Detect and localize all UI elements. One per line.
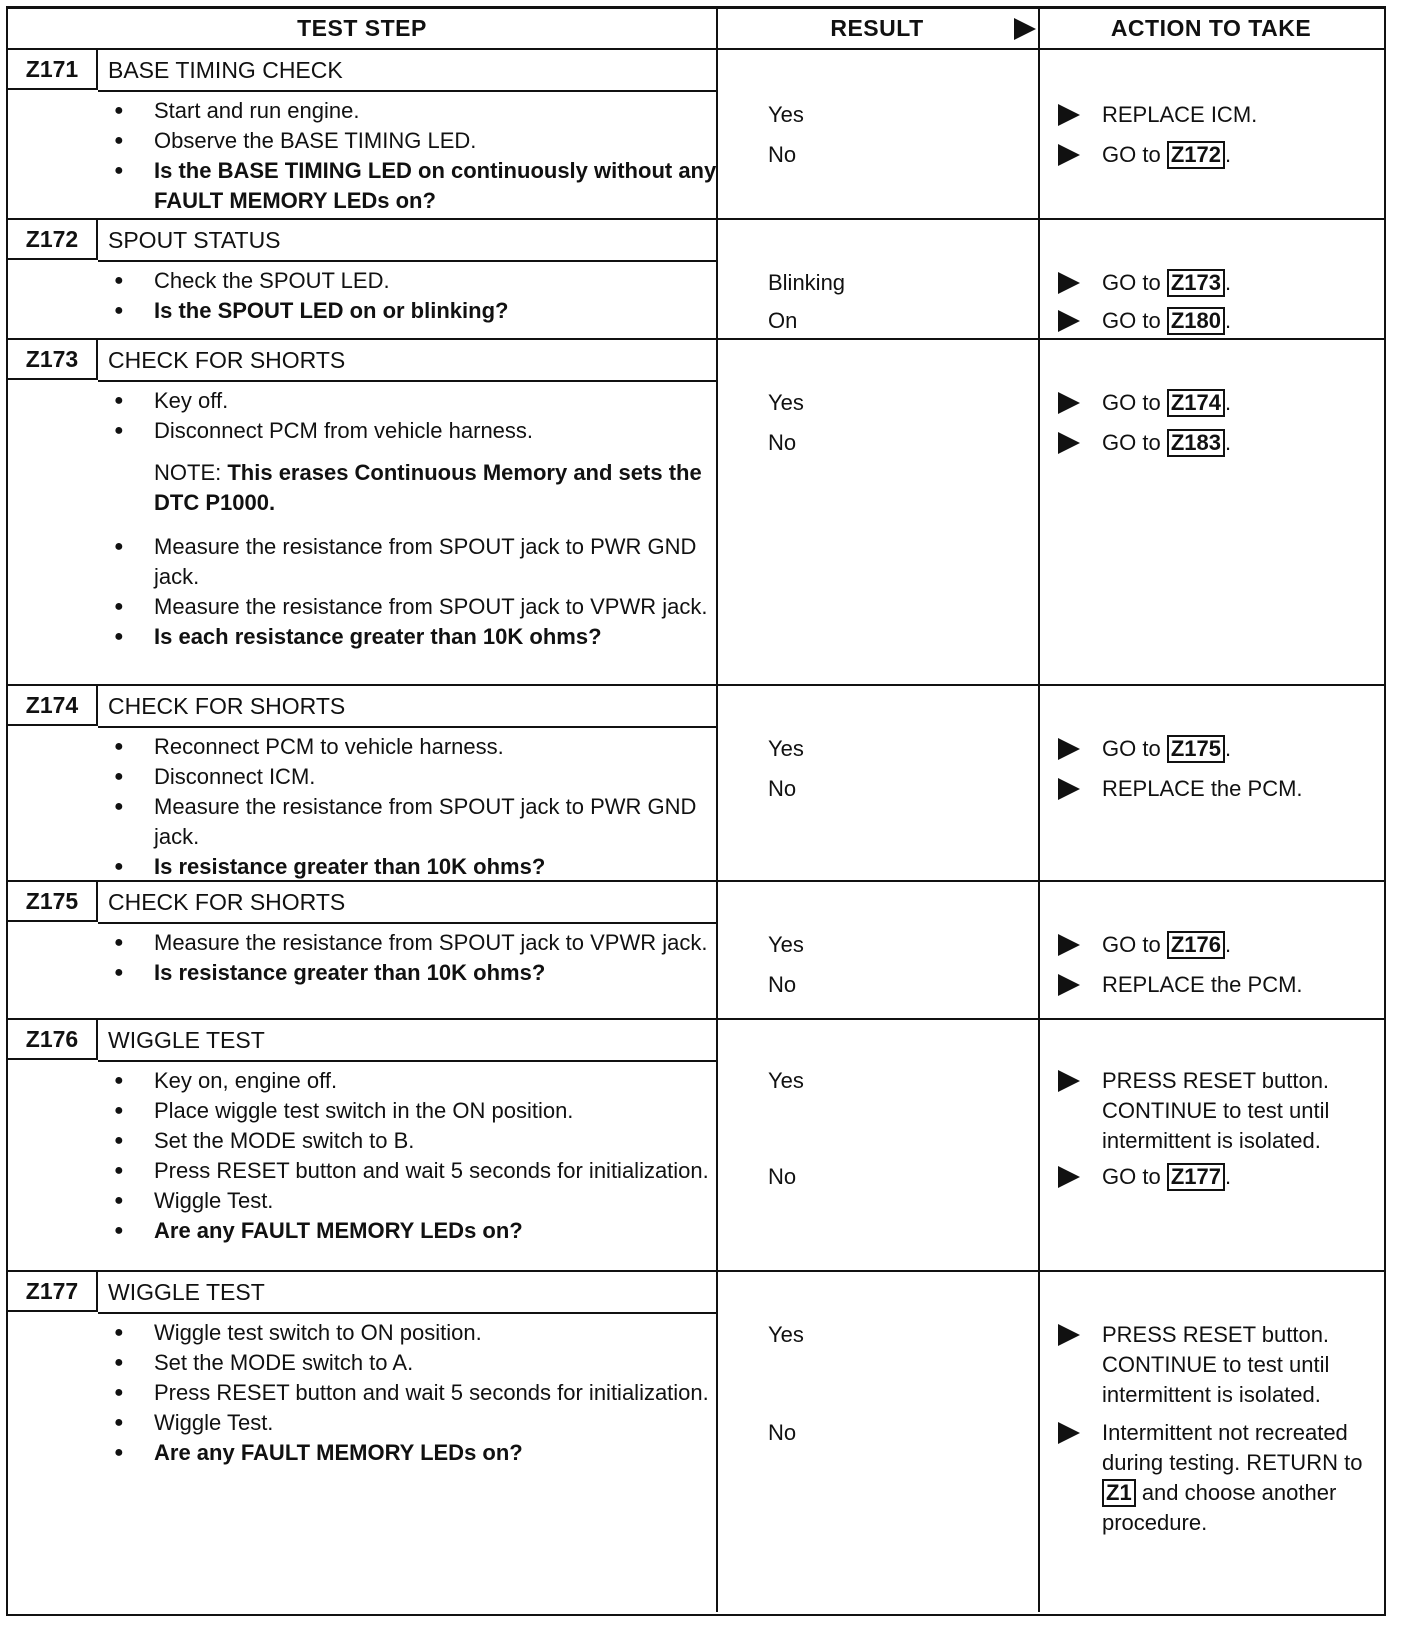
action-punct: . bbox=[1224, 390, 1232, 415]
step-reference[interactable]: Z175 bbox=[1167, 735, 1225, 763]
result-no: No bbox=[768, 776, 797, 801]
action-text: REPLACE the PCM. bbox=[1102, 972, 1303, 997]
title-underline bbox=[98, 1060, 716, 1062]
action-goto: GO to bbox=[1102, 430, 1161, 455]
instruction-item: ● Press RESET button and wait 5 seconds for initialization. bbox=[108, 1378, 728, 1408]
note-text: This erases Continuous Memory and sets the DTC P1000. bbox=[154, 460, 702, 515]
action-text bbox=[1102, 306, 1388, 336]
action-goto: GO to bbox=[1102, 736, 1161, 761]
step-reference[interactable]: Z174 bbox=[1167, 389, 1225, 417]
arrow-icon bbox=[1058, 778, 1080, 800]
step-title: BASE TIMING CHECK bbox=[108, 56, 343, 83]
result-no: No bbox=[768, 430, 797, 455]
step-instructions bbox=[108, 386, 728, 652]
title-underline bbox=[98, 260, 716, 262]
instruction-item: ● Set the MODE switch to A. bbox=[108, 1348, 728, 1378]
action-punct: . bbox=[1224, 736, 1232, 761]
header-result bbox=[716, 6, 1038, 50]
result-no: No bbox=[768, 972, 797, 997]
step-id: Z174 bbox=[8, 686, 98, 726]
result-no: No bbox=[768, 142, 797, 167]
action-goto: GO to bbox=[1102, 270, 1161, 295]
action-punct: . bbox=[1224, 430, 1232, 455]
diagnostic-test-table bbox=[6, 6, 1386, 1616]
header-result-label: RESULT bbox=[830, 15, 924, 41]
result-yes: Yes bbox=[768, 1068, 804, 1093]
result-yes: Yes bbox=[768, 102, 804, 127]
instruction-item: ● Measure the resistance from SPOUT jack to PWR GND jack. bbox=[108, 792, 728, 852]
step-question: ● Is the SPOUT LED on or blinking? bbox=[108, 296, 728, 326]
instruction-item: ● Press RESET button and wait 5 seconds for initialization. bbox=[108, 1156, 728, 1186]
result-blinking: Blinking bbox=[768, 270, 846, 295]
step-reference[interactable]: Z183 bbox=[1167, 429, 1225, 457]
test-step-z175 bbox=[8, 882, 1384, 1018]
action-punct: . bbox=[1224, 270, 1232, 295]
step-question: ● Is each resistance greater than 10K ohms? bbox=[108, 622, 728, 652]
step-instructions bbox=[108, 266, 728, 326]
action-text: REPLACE ICM. bbox=[1102, 102, 1258, 127]
instruction-item: ● Place wiggle test switch in the ON position. bbox=[108, 1096, 728, 1126]
step-id: Z175 bbox=[8, 882, 98, 922]
title-underline bbox=[98, 922, 716, 924]
action-text bbox=[1102, 268, 1388, 298]
step-instructions bbox=[108, 1066, 728, 1246]
test-step-z173 bbox=[8, 340, 1384, 684]
step-title: CHECK FOR SHORTS bbox=[108, 692, 346, 719]
title-underline bbox=[98, 1312, 716, 1314]
step-id: Z177 bbox=[8, 1272, 98, 1312]
instruction-item: ● Observe the BASE TIMING LED. bbox=[108, 126, 728, 156]
result-yes: Yes bbox=[768, 390, 804, 415]
action-punct: . bbox=[1224, 142, 1232, 167]
action-text bbox=[1102, 388, 1388, 418]
arrow-icon bbox=[1058, 272, 1080, 294]
instruction-item: ● Measure the resistance from SPOUT jack to VPWR jack. bbox=[108, 592, 728, 622]
action-return-cont: and choose another procedure. bbox=[1102, 1480, 1337, 1535]
result-no: No bbox=[768, 1420, 797, 1445]
result-no: No bbox=[768, 1164, 797, 1189]
step-id: Z172 bbox=[8, 220, 98, 260]
arrow-icon bbox=[1058, 1422, 1080, 1444]
instruction-item: ● Disconnect PCM from vehicle harness. bbox=[108, 416, 728, 446]
instruction-item: ● Key on, engine off. bbox=[108, 1066, 728, 1096]
step-reference[interactable]: Z176 bbox=[1167, 931, 1225, 959]
header-test-step: TEST STEP bbox=[8, 6, 716, 50]
action-text bbox=[1102, 428, 1388, 458]
instruction-item: ● Wiggle Test. bbox=[108, 1408, 728, 1438]
action-text: PRESS RESET button. CONTINUE to test until intermittent is isolated. bbox=[1102, 1322, 1330, 1407]
step-title: CHECK FOR SHORTS bbox=[108, 346, 346, 373]
instruction-item: ● Measure the resistance from SPOUT jack to PWR GND jack. bbox=[108, 532, 728, 592]
test-step-z177 bbox=[8, 1272, 1384, 1612]
arrow-icon bbox=[1058, 738, 1080, 760]
step-title: WIGGLE TEST bbox=[108, 1278, 265, 1305]
arrow-icon bbox=[1058, 144, 1080, 166]
step-instructions bbox=[108, 928, 728, 988]
arrow-icon bbox=[1058, 934, 1080, 956]
step-reference[interactable]: Z180 bbox=[1167, 307, 1225, 335]
step-note bbox=[108, 458, 728, 518]
step-instructions bbox=[108, 732, 728, 882]
arrow-icon bbox=[1058, 1070, 1080, 1092]
instruction-item: ● Wiggle test switch to ON position. bbox=[108, 1318, 728, 1348]
arrow-icon bbox=[1058, 432, 1080, 454]
step-id: Z176 bbox=[8, 1020, 98, 1060]
step-question: ● Are any FAULT MEMORY LEDs on? bbox=[108, 1216, 728, 1246]
test-step-z171 bbox=[8, 50, 1384, 218]
instruction-item: ● Key off. bbox=[108, 386, 728, 416]
arrow-icon bbox=[1058, 1324, 1080, 1346]
step-title: SPOUT STATUS bbox=[108, 226, 281, 253]
step-reference[interactable]: Z177 bbox=[1167, 1163, 1225, 1191]
step-id: Z171 bbox=[8, 50, 98, 90]
result-yes: Yes bbox=[768, 736, 804, 761]
action-text bbox=[1102, 140, 1388, 170]
action-text: PRESS RESET button. CONTINUE to test until intermittent is isolated. bbox=[1102, 1068, 1330, 1153]
action-punct: . bbox=[1224, 308, 1232, 333]
instruction-item: ● Reconnect PCM to vehicle harness. bbox=[108, 732, 728, 762]
action-goto: GO to bbox=[1102, 142, 1161, 167]
action-goto: GO to bbox=[1102, 308, 1161, 333]
step-instructions bbox=[108, 96, 728, 216]
action-goto: GO to bbox=[1102, 390, 1161, 415]
action-text: REPLACE the PCM. bbox=[1102, 776, 1303, 801]
header-arrow-icon bbox=[1014, 18, 1036, 40]
result-on: On bbox=[768, 308, 798, 333]
step-title: WIGGLE TEST bbox=[108, 1026, 265, 1053]
arrow-icon bbox=[1058, 104, 1080, 126]
step-question: ● Are any FAULT MEMORY LEDs on? bbox=[108, 1438, 728, 1468]
arrow-icon bbox=[1058, 310, 1080, 332]
action-goto: GO to bbox=[1102, 932, 1161, 957]
step-question: ● Is resistance greater than 10K ohms? bbox=[108, 958, 728, 988]
test-step-z174 bbox=[8, 686, 1384, 880]
action-goto: GO to bbox=[1102, 1164, 1161, 1189]
step-question: ● Is the BASE TIMING LED on continuously without any FAULT MEMORY LEDs on? bbox=[108, 156, 728, 216]
instruction-item: ● Disconnect ICM. bbox=[108, 762, 728, 792]
result-yes: Yes bbox=[768, 932, 804, 957]
instruction-item: ● Check the SPOUT LED. bbox=[108, 266, 728, 296]
title-underline bbox=[98, 380, 716, 382]
step-reference[interactable]: Z173 bbox=[1167, 269, 1225, 297]
action-text bbox=[1102, 734, 1388, 764]
step-title: CHECK FOR SHORTS bbox=[108, 888, 346, 915]
step-id: Z173 bbox=[8, 340, 98, 380]
arrow-icon bbox=[1058, 974, 1080, 996]
instruction-item: ● Wiggle Test. bbox=[108, 1186, 728, 1216]
step-instructions bbox=[108, 1318, 728, 1468]
instruction-item: ● Start and run engine. bbox=[108, 96, 728, 126]
step-reference[interactable]: Z1 bbox=[1102, 1479, 1136, 1507]
arrow-icon bbox=[1058, 1166, 1080, 1188]
step-question: ● Is resistance greater than 10K ohms? bbox=[108, 852, 728, 882]
instruction-item: ● Set the MODE switch to B. bbox=[108, 1126, 728, 1156]
test-step-z172 bbox=[8, 220, 1384, 338]
title-underline bbox=[98, 726, 716, 728]
action-text bbox=[1102, 930, 1388, 960]
action-text bbox=[1102, 1418, 1388, 1538]
note-label: NOTE: bbox=[154, 460, 222, 485]
test-step-z176 bbox=[8, 1020, 1384, 1270]
action-return: Intermittent not recreated during testing. RETURN to bbox=[1102, 1420, 1363, 1475]
result-yes: Yes bbox=[768, 1322, 804, 1347]
instruction-item: ● Measure the resistance from SPOUT jack to VPWR jack. bbox=[108, 928, 728, 958]
title-underline bbox=[98, 90, 716, 92]
step-reference[interactable]: Z172 bbox=[1167, 141, 1225, 169]
action-text bbox=[1102, 1162, 1388, 1192]
action-punct: . bbox=[1224, 932, 1232, 957]
header-action: ACTION TO TAKE bbox=[1038, 6, 1384, 50]
arrow-icon bbox=[1058, 392, 1080, 414]
action-punct: . bbox=[1224, 1164, 1232, 1189]
